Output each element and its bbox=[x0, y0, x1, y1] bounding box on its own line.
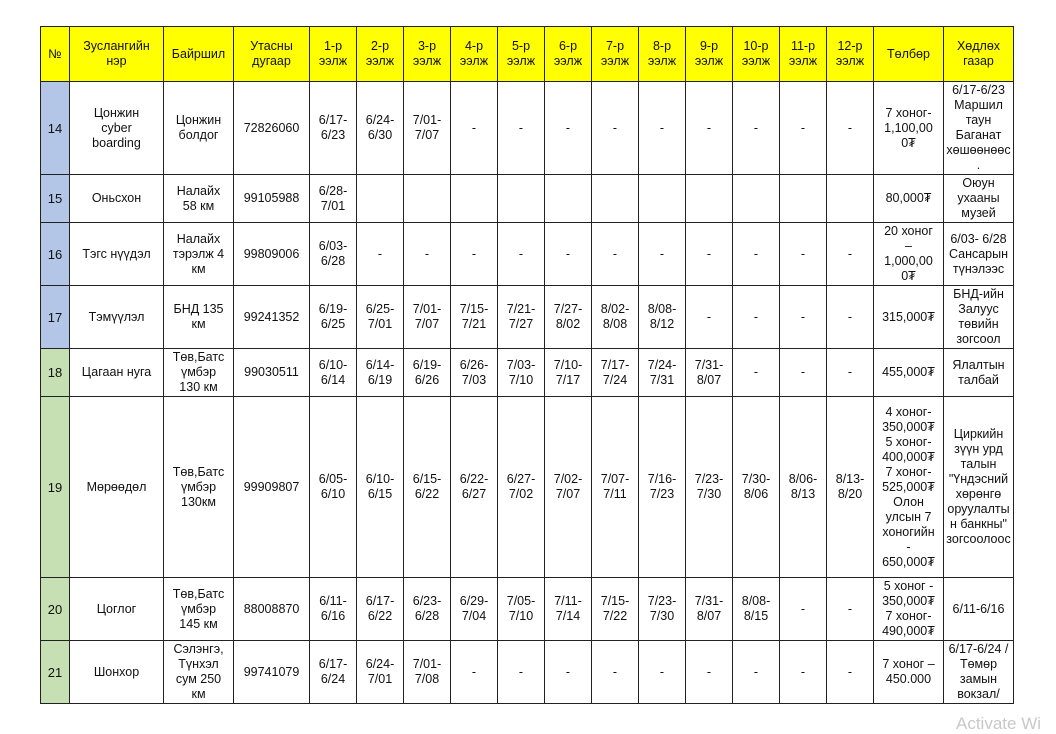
cell-location: Налайх тэрэлж 4 км bbox=[164, 223, 234, 286]
cell-shift: 7/31- 8/07 bbox=[686, 578, 733, 641]
header-shift: 12-р ээлж bbox=[827, 27, 874, 82]
cell-shift: - bbox=[733, 223, 780, 286]
cell-fee: 4 хоног- 350,000₮ 5 хоног- 400,000₮ 7 хоног- 525,000₮ Олон улсын 7 хоногийн - 650,000₮ bbox=[874, 397, 944, 578]
cell-shift: - bbox=[404, 223, 451, 286]
cell-phone: 99105988 bbox=[234, 175, 310, 223]
cell-shift: - bbox=[592, 82, 639, 175]
cell-shift bbox=[592, 175, 639, 223]
header-phone: Утасны дугаар bbox=[234, 27, 310, 82]
cell-shift: 7/11- 7/14 bbox=[545, 578, 592, 641]
cell-shift: 6/03- 6/28 bbox=[310, 223, 357, 286]
cell-shift: - bbox=[639, 82, 686, 175]
cell-location: БНД 135 км bbox=[164, 286, 234, 349]
cell-shift: - bbox=[545, 82, 592, 175]
cell-shift: - bbox=[686, 641, 733, 704]
cell-shift: - bbox=[733, 82, 780, 175]
cell-fee: 455,000₮ bbox=[874, 349, 944, 397]
cell-shift: 7/03- 7/10 bbox=[498, 349, 545, 397]
cell-shift: - bbox=[780, 82, 827, 175]
cell-camp-name: Шонхор bbox=[70, 641, 164, 704]
cell-shift: 6/28- 7/01 bbox=[310, 175, 357, 223]
cell-shift: - bbox=[545, 223, 592, 286]
cell-location: Цонжин болдог bbox=[164, 82, 234, 175]
header-shift: 9-р ээлж bbox=[686, 27, 733, 82]
cell-number: 18 bbox=[41, 349, 70, 397]
cell-shift: 8/06- 8/13 bbox=[780, 397, 827, 578]
cell-departure: Оюун ухааны музей bbox=[944, 175, 1014, 223]
cell-shift: - bbox=[827, 349, 874, 397]
cell-shift: - bbox=[780, 286, 827, 349]
cell-shift: - bbox=[592, 223, 639, 286]
cell-shift: 7/02- 7/07 bbox=[545, 397, 592, 578]
cell-location: Төв,Батс үмбэр 130км bbox=[164, 397, 234, 578]
cell-shift: 6/11- 6/16 bbox=[310, 578, 357, 641]
cell-shift: - bbox=[451, 223, 498, 286]
cell-departure: БНД-ийн Залуус төвийн зогсоол bbox=[944, 286, 1014, 349]
cell-shift: 7/01- 7/07 bbox=[404, 82, 451, 175]
cell-phone: 99030511 bbox=[234, 349, 310, 397]
cell-shift: - bbox=[639, 223, 686, 286]
cell-shift: 7/01- 7/08 bbox=[404, 641, 451, 704]
header-shift: 8-р ээлж bbox=[639, 27, 686, 82]
cell-phone: 88008870 bbox=[234, 578, 310, 641]
cell-shift: - bbox=[451, 82, 498, 175]
cell-shift: 7/17- 7/24 bbox=[592, 349, 639, 397]
cell-shift: - bbox=[686, 82, 733, 175]
table-row bbox=[41, 175, 1014, 223]
cell-camp-name: Тэгс нүүдэл bbox=[70, 223, 164, 286]
cell-shift bbox=[733, 175, 780, 223]
cell-fee: 80,000₮ bbox=[874, 175, 944, 223]
header-shift: 2-р ээлж bbox=[357, 27, 404, 82]
cell-shift: - bbox=[451, 641, 498, 704]
cell-shift bbox=[404, 175, 451, 223]
cell-shift: - bbox=[780, 578, 827, 641]
cell-shift: - bbox=[780, 641, 827, 704]
cell-shift: 6/10- 6/14 bbox=[310, 349, 357, 397]
table-row bbox=[41, 286, 1014, 349]
cell-departure: 6/11-6/16 bbox=[944, 578, 1014, 641]
cell-fee: 5 хоног - 350,000₮ 7 хоног- 490,000₮ bbox=[874, 578, 944, 641]
cell-phone: 99809006 bbox=[234, 223, 310, 286]
cell-shift: 8/02- 8/08 bbox=[592, 286, 639, 349]
cell-shift: 6/29- 7/04 bbox=[451, 578, 498, 641]
cell-shift: 6/23- 6/28 bbox=[404, 578, 451, 641]
cell-shift: 7/24- 7/31 bbox=[639, 349, 686, 397]
cell-shift: 7/01- 7/07 bbox=[404, 286, 451, 349]
cell-fee: 315,000₮ bbox=[874, 286, 944, 349]
cell-shift: - bbox=[686, 223, 733, 286]
cell-shift: 6/24- 6/30 bbox=[357, 82, 404, 175]
cell-shift bbox=[498, 175, 545, 223]
cell-shift bbox=[686, 175, 733, 223]
header-shift: 5-р ээлж bbox=[498, 27, 545, 82]
cell-camp-name: Цоглог bbox=[70, 578, 164, 641]
table-row bbox=[41, 578, 1014, 641]
cell-shift: 6/10- 6/15 bbox=[357, 397, 404, 578]
cell-camp-name: Мөрөөдөл bbox=[70, 397, 164, 578]
cell-shift: 7/15- 7/21 bbox=[451, 286, 498, 349]
cell-camp-name: Цонжин cyber boarding bbox=[70, 82, 164, 175]
cell-shift: 6/05- 6/10 bbox=[310, 397, 357, 578]
cell-shift: - bbox=[827, 223, 874, 286]
activation-watermark: Activate Wi bbox=[956, 714, 1042, 733]
table-row bbox=[41, 349, 1014, 397]
cell-shift: 6/14- 6/19 bbox=[357, 349, 404, 397]
cell-number: 21 bbox=[41, 641, 70, 704]
cell-fee: 7 хоног- 1,100,00 0₮ bbox=[874, 82, 944, 175]
camp-schedule-table bbox=[40, 26, 1014, 704]
cell-shift: - bbox=[733, 286, 780, 349]
cell-number: 19 bbox=[41, 397, 70, 578]
cell-departure: 6/03- 6/28 Сансарын түнэлээс bbox=[944, 223, 1014, 286]
cell-shift: 7/16- 7/23 bbox=[639, 397, 686, 578]
cell-shift: 8/08- 8/12 bbox=[639, 286, 686, 349]
cell-shift bbox=[451, 175, 498, 223]
cell-shift: 7/21- 7/27 bbox=[498, 286, 545, 349]
cell-shift bbox=[827, 175, 874, 223]
cell-shift: 8/08- 8/15 bbox=[733, 578, 780, 641]
header-location: Байршил bbox=[164, 27, 234, 82]
cell-number: 20 bbox=[41, 578, 70, 641]
cell-camp-name: Оньсхон bbox=[70, 175, 164, 223]
cell-shift: - bbox=[827, 641, 874, 704]
cell-shift: 7/05- 7/10 bbox=[498, 578, 545, 641]
table-row bbox=[41, 397, 1014, 578]
cell-shift: - bbox=[498, 82, 545, 175]
cell-fee: 7 хоног – 450.000 bbox=[874, 641, 944, 704]
cell-shift bbox=[545, 175, 592, 223]
table-row bbox=[41, 82, 1014, 175]
table-body bbox=[41, 82, 1014, 704]
cell-phone: 99741079 bbox=[234, 641, 310, 704]
table-row bbox=[41, 641, 1014, 704]
cell-number: 14 bbox=[41, 82, 70, 175]
cell-camp-name: Тэмүүлэл bbox=[70, 286, 164, 349]
cell-shift bbox=[357, 175, 404, 223]
cell-shift: 7/31- 8/07 bbox=[686, 349, 733, 397]
cell-fee: 20 хоног – 1,000,00 0₮ bbox=[874, 223, 944, 286]
cell-shift bbox=[639, 175, 686, 223]
cell-shift: - bbox=[498, 641, 545, 704]
cell-shift: 6/17- 6/24 bbox=[310, 641, 357, 704]
header-shift: 7-р ээлж bbox=[592, 27, 639, 82]
cell-shift: 6/15- 6/22 bbox=[404, 397, 451, 578]
cell-shift: - bbox=[498, 223, 545, 286]
header-shift: 11-р ээлж bbox=[780, 27, 827, 82]
cell-shift: - bbox=[827, 82, 874, 175]
cell-number: 15 bbox=[41, 175, 70, 223]
header-shift: 4-р ээлж bbox=[451, 27, 498, 82]
cell-phone: 72826060 bbox=[234, 82, 310, 175]
header-fee: Төлбөр bbox=[874, 27, 944, 82]
cell-shift: - bbox=[686, 286, 733, 349]
header-row bbox=[41, 27, 1014, 82]
cell-shift: - bbox=[357, 223, 404, 286]
cell-shift: - bbox=[733, 641, 780, 704]
cell-shift: - bbox=[639, 641, 686, 704]
cell-shift: 7/23- 7/30 bbox=[639, 578, 686, 641]
header-shift: 1-р ээлж bbox=[310, 27, 357, 82]
cell-shift: 6/17- 6/23 bbox=[310, 82, 357, 175]
cell-shift: - bbox=[592, 641, 639, 704]
cell-shift: - bbox=[545, 641, 592, 704]
header-no: № bbox=[41, 27, 70, 82]
cell-shift: 7/27- 8/02 bbox=[545, 286, 592, 349]
cell-shift: 6/19- 6/26 bbox=[404, 349, 451, 397]
cell-location: Сэлэнгэ, Түнхэл сум 250 км bbox=[164, 641, 234, 704]
cell-shift: 6/17- 6/22 bbox=[357, 578, 404, 641]
header-departure: Хөдлөх газар bbox=[944, 27, 1014, 82]
cell-shift: 6/19- 6/25 bbox=[310, 286, 357, 349]
cell-shift: - bbox=[733, 349, 780, 397]
cell-shift bbox=[780, 175, 827, 223]
cell-location: Төв,Батс үмбэр 145 км bbox=[164, 578, 234, 641]
header-camp-name: Зуслангийн нэр bbox=[70, 27, 164, 82]
cell-shift: 6/24- 7/01 bbox=[357, 641, 404, 704]
cell-shift: 7/15- 7/22 bbox=[592, 578, 639, 641]
cell-departure: Ялалтын талбай bbox=[944, 349, 1014, 397]
cell-phone: 99241352 bbox=[234, 286, 310, 349]
cell-phone: 99909807 bbox=[234, 397, 310, 578]
cell-location: Төв,Батс үмбэр 130 км bbox=[164, 349, 234, 397]
header-shift: 6-р ээлж bbox=[545, 27, 592, 82]
cell-shift: - bbox=[827, 578, 874, 641]
cell-shift: 6/25- 7/01 bbox=[357, 286, 404, 349]
cell-shift: - bbox=[780, 223, 827, 286]
header-shift: 10-р ээлж bbox=[733, 27, 780, 82]
cell-departure: Циркийн зүүн урд талын "Үндэсний хөрөнгө оруулалты н банкны" зогсоолоос bbox=[944, 397, 1014, 578]
cell-number: 16 bbox=[41, 223, 70, 286]
cell-camp-name: Цагаан нуга bbox=[70, 349, 164, 397]
table-row bbox=[41, 223, 1014, 286]
cell-departure: 6/17-6/24 / Төмөр замын вокзал/ bbox=[944, 641, 1014, 704]
cell-number: 17 bbox=[41, 286, 70, 349]
cell-shift: 7/07- 7/11 bbox=[592, 397, 639, 578]
cell-shift: 6/27- 7/02 bbox=[498, 397, 545, 578]
cell-shift: - bbox=[780, 349, 827, 397]
cell-shift: 7/30- 8/06 bbox=[733, 397, 780, 578]
cell-shift: 7/23- 7/30 bbox=[686, 397, 733, 578]
cell-shift: - bbox=[827, 286, 874, 349]
cell-shift: 8/13- 8/20 bbox=[827, 397, 874, 578]
cell-departure: 6/17-6/23 Маршил таун Баганат хөшөөнөөс . bbox=[944, 82, 1014, 175]
header-shift: 3-р ээлж bbox=[404, 27, 451, 82]
cell-location: Налайх 58 км bbox=[164, 175, 234, 223]
cell-shift: 6/22- 6/27 bbox=[451, 397, 498, 578]
cell-shift: 7/10- 7/17 bbox=[545, 349, 592, 397]
cell-shift: 6/26- 7/03 bbox=[451, 349, 498, 397]
